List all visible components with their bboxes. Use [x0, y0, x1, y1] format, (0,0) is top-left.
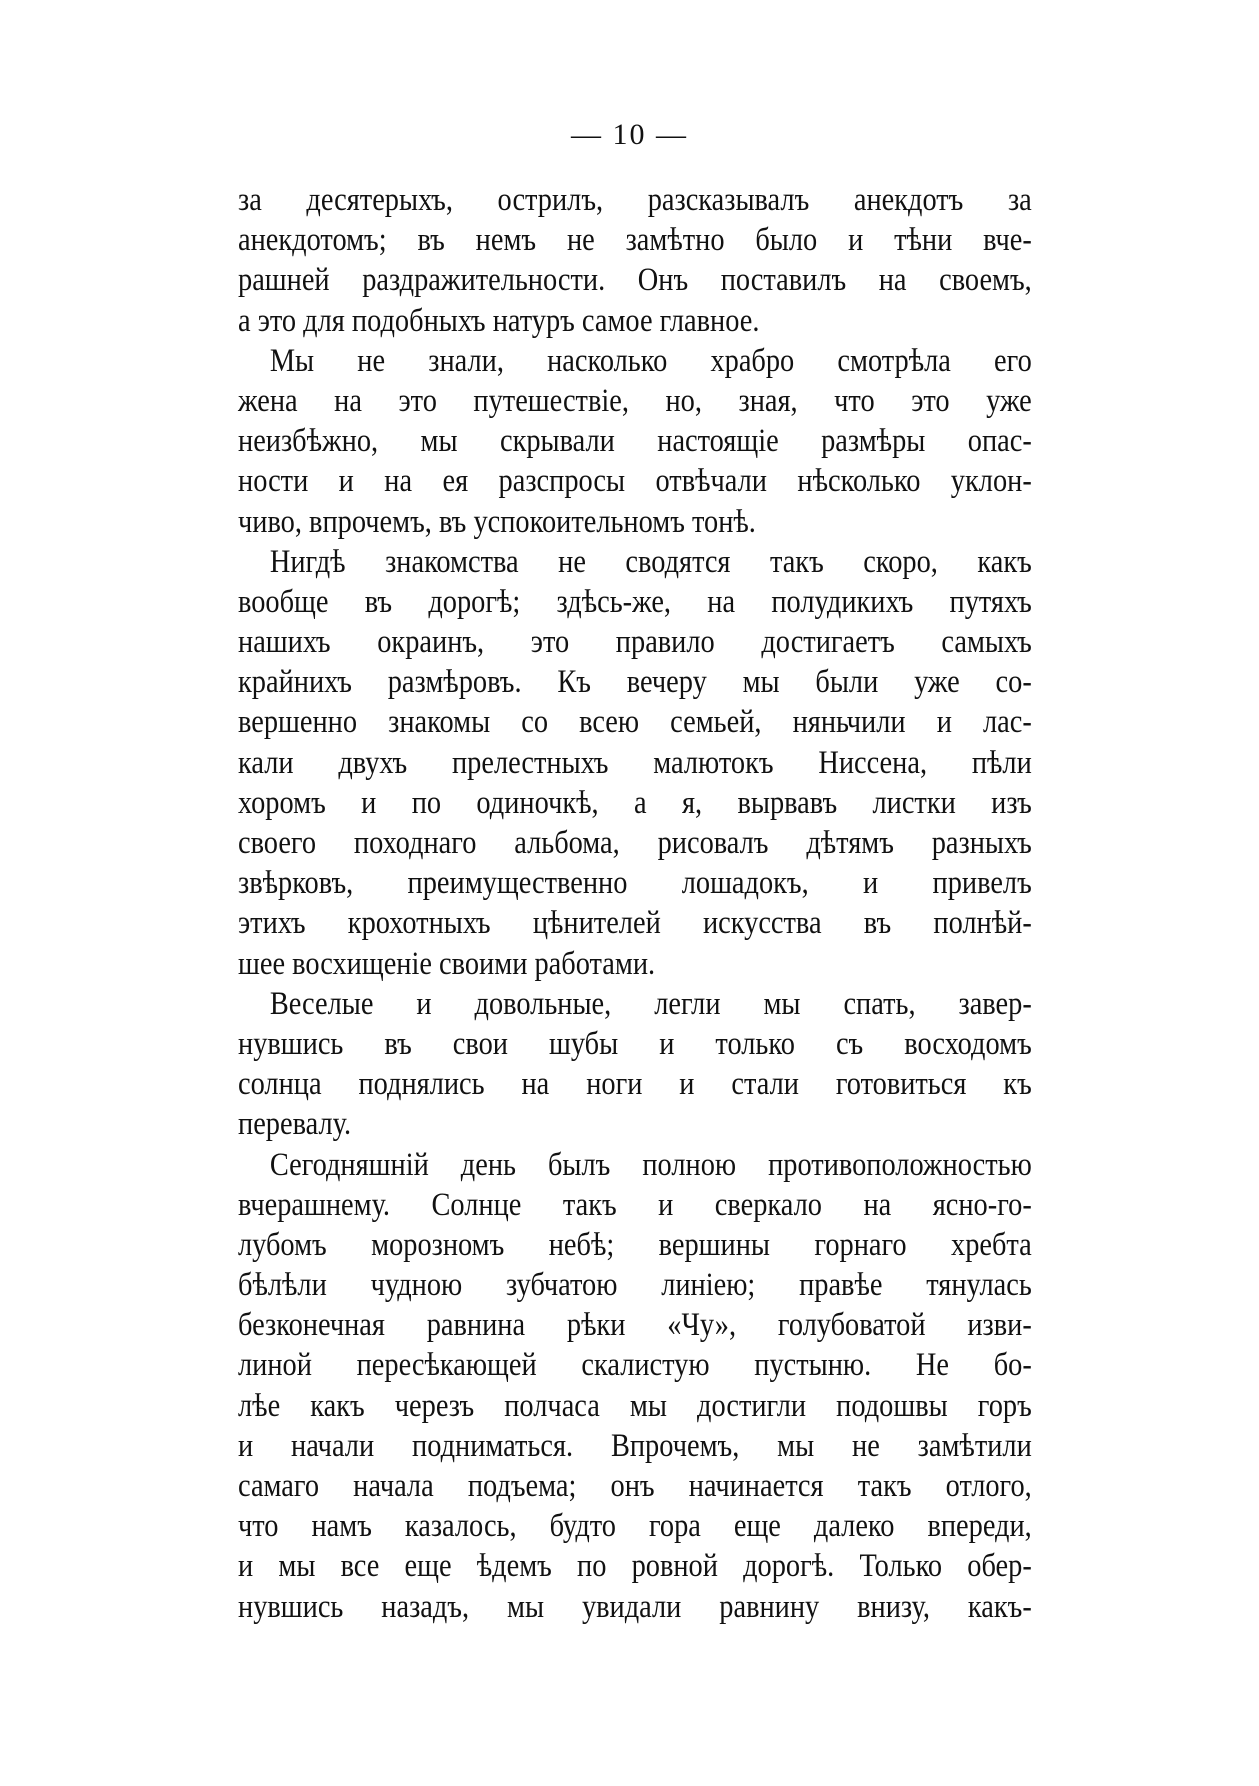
text-line: Веселые и довольные, легли мы спать, завер-: [269, 985, 1032, 1022]
body-text: [238, 180, 1032, 1627]
page-number: — 10 —: [571, 118, 688, 151]
paragraph: [238, 1145, 1032, 1627]
text-line: перевалу.: [238, 1106, 352, 1143]
text-line: жена на это путешествіе, но, зная, что это уже: [238, 382, 1032, 419]
text-line: безконечная равнина рѣки «Чу», голубоватой изви-: [238, 1307, 1032, 1344]
text-line: вершенно знакомы со всею семьей, няньчили и лас-: [238, 704, 1032, 741]
text-line: Сегодняшній день былъ полною противоположностью: [269, 1146, 1032, 1183]
text-line: своего походнаго альбома, рисовалъ дѣтямъ разныхъ: [238, 825, 1032, 861]
text-line: неизбѣжно, мы скрывали настоящіе размѣры опас-: [238, 423, 1032, 460]
text-line: бѣлѣли чудною зубчатою линіею; правѣе тянулась: [238, 1267, 1032, 1304]
text-line: чиво, впрочемъ, въ успокоительномъ тонѣ.: [238, 503, 756, 540]
text-line: что намъ казалось, будто гора еще далеко впереди,: [238, 1508, 1032, 1545]
text-line: звѣрковъ, преимущественно лошадокъ, и привелъ: [238, 865, 1032, 902]
text-line: за десятерыхъ, острилъ, разсказывалъ анекдотъ за: [238, 182, 1032, 218]
text-line: рашней раздражительности. Онъ поставилъ на своемъ,: [238, 262, 1032, 299]
text-line: Нигдѣ знакомства не сводятся такъ скоро, какъ: [269, 543, 1032, 580]
text-line: самаго начала подъема; онъ начинается такъ отлого,: [238, 1468, 1032, 1504]
text-line: нашихъ окраинъ, это правило достигаетъ самыхъ: [238, 624, 1032, 661]
text-line: лубомъ морозномъ небѣ; вершины горнаго хребта: [238, 1226, 1032, 1263]
text-line: Мы не знали, насколько храбро смотрѣла его: [269, 342, 1032, 379]
text-line: ности и на ея разспросы отвѣчали нѣсколько уклон-: [238, 463, 1032, 500]
text-line: этихъ крохотныхъ цѣнителей искусства въ полнѣй-: [238, 905, 1032, 942]
text-line: шее восхищеніе своими работами.: [238, 945, 656, 982]
text-line: и начали подниматься. Впрочемъ, мы не замѣтили: [238, 1427, 1032, 1464]
text-line: крайнихъ размѣровъ. Къ вечеру мы были уже со-: [238, 664, 1032, 701]
text-line: нувшись назадъ, мы увидали равнину внизу, какъ-: [238, 1588, 1032, 1625]
text-line: и мы все еще ѣдемъ по ровной дорогѣ. Только обер-: [238, 1548, 1032, 1585]
text-line: а это для подобныхъ натуръ самое главное.: [238, 302, 760, 339]
text-line: солнца поднялись на ноги и стали готовиться къ: [238, 1066, 1032, 1103]
text-line: линой пересѣкающей скалистую пустыню. Не бо-: [238, 1347, 1032, 1384]
paragraph: [238, 341, 1032, 542]
paragraph: [238, 984, 1032, 1145]
text-line: нувшись въ свои шубы и только съ восходомъ: [238, 1025, 1032, 1062]
paragraph: [238, 180, 1032, 341]
paragraph: [238, 542, 1032, 984]
text-line: вчерашнему. Солнце такъ и сверкало на ясно-го-: [238, 1186, 1032, 1223]
text-line: анекдотомъ; въ немъ не замѣтно было и тѣни вче-: [238, 222, 1032, 259]
text-line: хоромъ и по одиночкѣ, а я, вырвавъ листки изъ: [238, 784, 1032, 821]
text-line: лѣе какъ черезъ полчаса мы достигли подошвы горъ: [238, 1387, 1032, 1424]
text-line: кали двухъ прелестныхъ малютокъ Ниссена, пѣли: [238, 744, 1032, 781]
text-line: вообще въ дорогѣ; здѣсь-же, на полудикихъ путяхъ: [238, 583, 1032, 620]
